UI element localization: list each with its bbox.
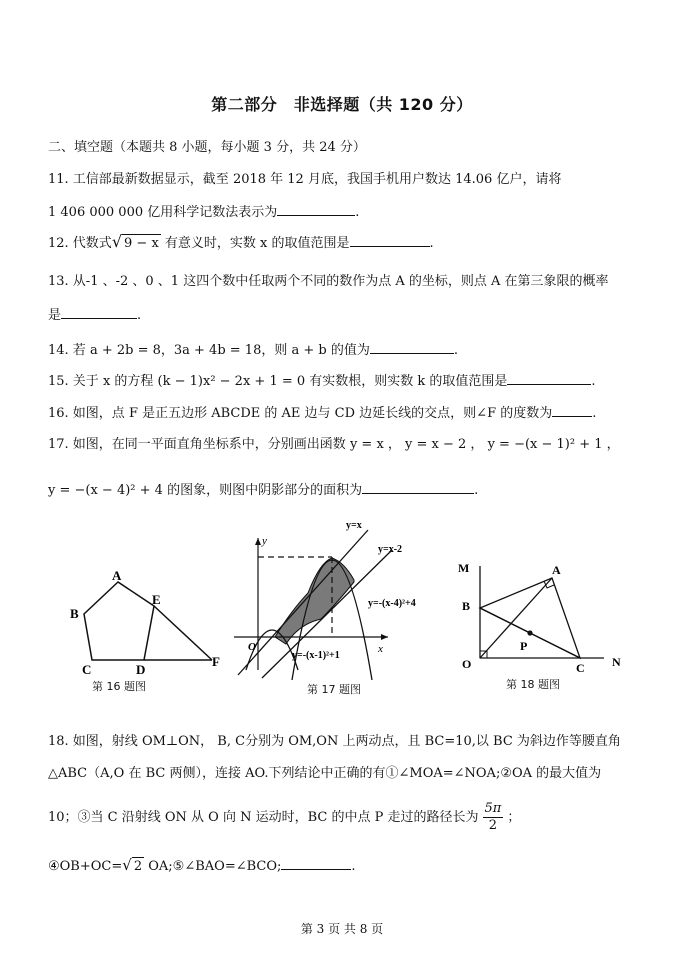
label-c: C <box>576 661 585 675</box>
label-origin: O <box>248 641 256 653</box>
label-c: C <box>82 662 92 677</box>
x-axis-arrow <box>381 634 388 640</box>
segment-oa <box>480 578 552 658</box>
q16-text: 16. 如图，点 F 是正五边形 ABCDE 的 AE 边与 CD 边延长线的交点，则∠F 的度数为 <box>48 406 553 421</box>
q13-answer-blank <box>61 304 137 319</box>
q16-answer-blank <box>552 402 592 417</box>
part-title: 第二部分 非选择题（共 120 分） <box>211 95 473 114</box>
q17-line2 <box>48 479 478 500</box>
q11-end: . <box>355 205 360 220</box>
q15 <box>48 370 596 391</box>
q12-post: 有意义时，实数 x 的取值范围是 <box>160 236 350 251</box>
q12-end: . <box>429 236 434 251</box>
q18-line3-text: 10；③当 C 沿射线 ON 从 O 向 N 运动时，BC 的中点 P 走过的路径长为 <box>48 809 479 825</box>
q13-line2-text: 是 <box>48 308 62 323</box>
shaded-region <box>275 558 354 644</box>
label-f: F <box>212 654 220 669</box>
fraction-denominator: 2 <box>488 818 498 833</box>
q18-radicand: 2 <box>133 859 143 874</box>
q15-answer-blank <box>507 370 591 385</box>
q12 <box>48 232 434 253</box>
label-x-axis: x <box>378 643 383 655</box>
figure-16-caption: 第 16 题图 <box>92 680 146 693</box>
label-b: B <box>70 606 79 621</box>
segment-ef <box>154 606 212 660</box>
label-b: B <box>462 599 471 613</box>
label-d: D <box>136 662 146 677</box>
q12-radicand: 9 − x <box>124 236 159 251</box>
section-heading: 二、填空题（本题共 8 小题，每小题 3 分，共 24 分） <box>48 140 366 155</box>
q12-pre: 12. 代数式 <box>48 236 112 251</box>
q11-line2-text: 1 406 000 000 亿用科学记数法表示为 <box>48 205 278 220</box>
label-m: M <box>458 561 470 575</box>
figure-18-caption: 第 18 题图 <box>506 678 560 691</box>
q18-line4 <box>48 855 356 876</box>
figure-18 <box>456 558 636 676</box>
label-a: A <box>112 568 122 583</box>
fraction-5pi-over-2 <box>483 801 504 834</box>
q17-line2-text: y = −(x − 4)² + 4 的图象，则图中阴影部分的面积为 <box>48 483 363 498</box>
q18-line1: 18. 如图，射线 OM⊥ON， B, C分别为 OM,ON 上两动点，且 BC=10,以 BC 为斜边作等腰直角 <box>48 734 621 749</box>
label-y-equals-x-minus-2: y=x-2 <box>378 544 403 555</box>
q18-line3-end: ； <box>507 809 521 825</box>
q11-answer-blank <box>277 201 355 216</box>
radical-sign-q18: √ <box>122 856 132 874</box>
figure-17-caption: 第 17 题图 <box>307 683 361 696</box>
label-o: O <box>462 657 472 671</box>
triangle-abc <box>480 578 580 658</box>
q16 <box>48 402 596 423</box>
q16-end: . <box>592 406 597 421</box>
label-n: N <box>612 655 621 669</box>
q15-text: 15. 关于 x 的方程 (k − 1)x² − 2x + 1 = 0 有实数根，则实数 k 的取值范围是 <box>48 374 508 389</box>
q13-end: . <box>137 308 142 323</box>
q18-end: . <box>351 859 356 874</box>
q13-line2 <box>48 304 141 325</box>
q13-line1: 13. 从-1 、-2 、0 、1 这四个数中任取两个不同的数作为点 A 的坐标，则点 A 在第三象限的概率 <box>48 274 609 289</box>
label-parabola-2: y=-(x-4)²+4 <box>368 598 416 609</box>
q18-line4-b: OA;⑤∠BAO=∠BCO; <box>144 859 282 874</box>
q18-line4-a: ④OB+OC= <box>48 859 123 874</box>
midpoint-p <box>527 630 532 635</box>
q17-answer-blank <box>362 479 474 494</box>
label-a: A <box>552 563 561 577</box>
q14-text: 14. 若 a + 2b = 8，3a + 4b = 18，则 a + b 的值为 <box>48 343 370 358</box>
label-p: P <box>520 639 528 653</box>
q15-end: . <box>591 374 596 389</box>
q11-line2 <box>48 201 359 222</box>
label-parabola-1: y=-(x-1)²+1 <box>292 650 340 661</box>
fraction-numerator: 5π <box>484 801 502 816</box>
q17-end: . <box>474 483 479 498</box>
label-y-axis: y <box>262 535 267 547</box>
radical-sign: √ <box>111 232 123 251</box>
figure-16 <box>70 568 230 680</box>
q18-line3 <box>48 801 520 834</box>
page-footer: 第 3 页 共 8 页 <box>300 922 384 936</box>
q14-answer-blank <box>370 339 454 354</box>
figure-17 <box>228 520 438 680</box>
label-e: E <box>152 592 161 607</box>
label-y-equals-x: y=x <box>346 520 362 531</box>
q11-line1: 11. 工信部最新数据显示，截至 2018 年 12 月底，我国手机用户数达 14.06 亿户，请将 <box>48 172 562 187</box>
y-axis-arrow <box>255 538 261 545</box>
pentagon-abcde <box>84 582 154 660</box>
q12-answer-blank <box>350 232 430 247</box>
q18-line2: △ABC（A,O 在 BC 两侧），连接 AO.下列结论中正确的有①∠MOA=∠NOA;②OA 的最大值为 <box>48 766 602 781</box>
q14-end: . <box>453 343 458 358</box>
q18-answer-blank <box>281 855 351 870</box>
q14 <box>48 339 458 360</box>
q17-line1: 17. 如图，在同一平面直角坐标系中，分别画出函数 y = x ， y = x − 2 ， y = −(x − 1)² + 1 ， <box>48 437 620 452</box>
